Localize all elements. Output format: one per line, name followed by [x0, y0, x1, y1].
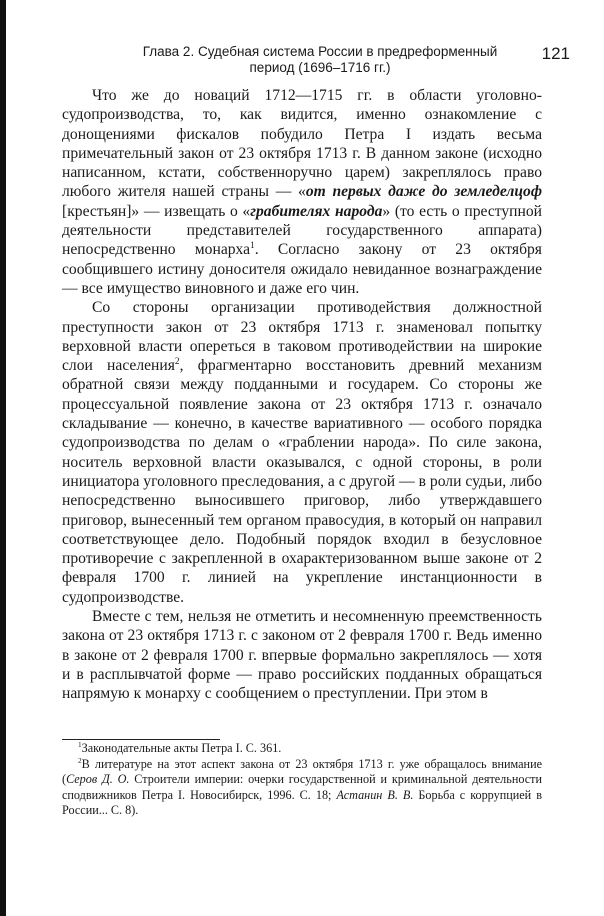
p2-text-a: Со стороны организации противодействия должностной преступности закон от 23 октября 1713 г. знаменовал попытку верховной власти опереться в таковом противодействии на широкие слои населения — [62, 299, 542, 375]
main-text — [62, 86, 542, 704]
paragraph-2 — [62, 298, 542, 607]
footnote-1-text: Законодательные акты Петра I. С. 361. — [81, 741, 282, 755]
footnote-ref-2[interactable]: 2 — [174, 356, 180, 367]
p2-text-b: , фрагментарно восстановить древний механизм обратной связи между подданными и государем. Со стороны же процессуальной появление закона от 23 октября 1713 г. означало складывание — конечно, в качестве вариативного — особого порядка судопроизводства по делам о «граблении народа». По силе закона, носитель верховной власти оказывался, с одной стороны, в роли инициатора уголовного преследования, а с другой — в роли судьи, либо непосредственно выносившего приговор, либо утверждавшего приговор, вынесенный тем органом правосудия, в который он направил соответствующее дело. Подобный порядок входил в безусловное противоречие с закрепленной в охарактеризованном выше законе от 2 февраля 1700 г. линией на укрепление инстанционности в судопроизводстве. — [62, 357, 542, 606]
p1-quote-1: от первых даже до земледелцоф — [305, 183, 542, 201]
footnote-2-text-a: В литературе на этот аспект закона от 23 октября 1713 г. уже обращалось внимание ( — [62, 756, 542, 787]
header-title-line1: Глава 2. Судебная система России в предреформенный — [142, 44, 498, 59]
footnote-mark-2: 2 — [78, 755, 82, 765]
footnote-2-author-1: Серов Д. О. — [66, 772, 130, 787]
page-number: 121 — [541, 44, 570, 63]
running-header — [100, 44, 570, 76]
footnote-1 — [62, 741, 542, 757]
p1-text-b: [крестьян]» — извещать о « — [62, 202, 251, 220]
footnotes — [62, 741, 542, 819]
p1-quote-2: грабителях народа — [250, 202, 383, 220]
footnote-2-author-2: Астанин В. В. — [336, 787, 414, 802]
header-title-line2: период (1696–1716 гг.) — [249, 60, 391, 75]
book-spine-tip — [0, 0, 16, 60]
footnote-2 — [62, 757, 542, 819]
footnote-divider — [62, 739, 220, 740]
p1-text-c: » (то есть о преступной деятельности представителей государственного аппарата) непосредственно монарха — [62, 202, 542, 259]
p1-text-a: Что же до новаций 1712—1715 гг. в области уголовно-судопроизводства, то, как видится, именно ознакомление с донощениями фискалов побудило Петра I издать весьма примечательный закон от 23 октября 1713 г. В данном законе (исходно написанном, кстати, собственноручно царем) закреплялось право любого жителя нашей страны — « — [62, 87, 542, 201]
paragraph-3: Вместе с тем, нельзя не отметить и несомненную преемственность закона от 23 октября 1713 г. с законом от 2 февраля 1700 г. Ведь именно в законе от 2 февраля 1700 г. впервые формально закреплялось — хотя и в расплывчатой форме — право российских подданных обращаться напрямую к монарху с сообщением о преступлении. При этом в — [62, 608, 542, 703]
paragraph-1 — [62, 86, 542, 298]
footnote-2-text-b: Строители империи: очерки государственной и криминальной деятельности сподвижников Петра I. Новосибирск, 1996. С. 18; — [62, 772, 543, 802]
book-spine-edge — [0, 0, 6, 916]
footnote-ref-1[interactable]: 1 — [250, 241, 255, 252]
p1-text-d: . Согласно закону от 23 октября сообщившего истину доносителя ожидало невиданное вознаграждение — все имущество виновного и даже его чин. — [62, 241, 542, 297]
footnote-mark-1: 1 — [78, 739, 82, 749]
footnote-2-text-c: Борьба с коррупцией в России... С. 8). — [62, 787, 542, 818]
